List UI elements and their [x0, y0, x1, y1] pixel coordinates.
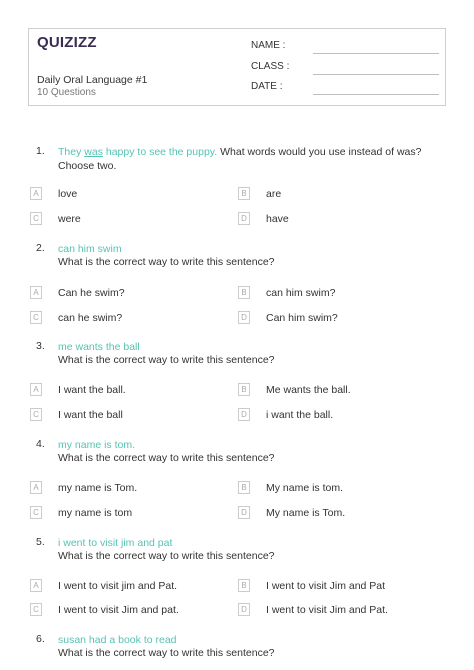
- question-text: What is the correct way to write this sentence?: [58, 647, 275, 659]
- question-sentence: susan had a book to read: [58, 634, 177, 646]
- question-sentence: my name is tom.: [58, 439, 136, 451]
- option-letter: D: [238, 311, 250, 324]
- option-letter: D: [238, 506, 250, 519]
- question-number: 2.: [36, 242, 45, 254]
- option-letter: A: [30, 579, 42, 592]
- question-sentence: can him swim: [58, 243, 122, 255]
- option-text: My name is Tom.: [266, 507, 346, 519]
- question-text: What is the correct way to write this sentence?: [58, 354, 275, 366]
- option-text: love: [58, 188, 78, 200]
- date-label: DATE :: [251, 81, 283, 92]
- option-text: I went to visit Jim and Pat: [266, 580, 386, 592]
- question-number: 1.: [36, 145, 45, 157]
- option-text: were: [58, 213, 81, 225]
- option-letter: C: [30, 506, 42, 519]
- question-prompt: [58, 145, 442, 173]
- option-letter: C: [30, 311, 42, 324]
- option-letter: A: [30, 481, 42, 494]
- option-letter: D: [238, 408, 250, 421]
- option-letter: B: [238, 187, 250, 200]
- question-number: 6.: [36, 633, 45, 645]
- date-field[interactable]: [251, 81, 439, 95]
- worksheet-header: [28, 28, 446, 106]
- option-letter: C: [30, 212, 42, 225]
- option-letter: A: [30, 187, 42, 200]
- class-field[interactable]: [251, 61, 439, 75]
- option-text: can he swim?: [58, 312, 123, 324]
- name-field[interactable]: [251, 40, 439, 54]
- option-letter: B: [238, 286, 250, 299]
- option-text: Can him swim?: [266, 312, 338, 324]
- question-number: 4.: [36, 438, 45, 450]
- question-text: What is the correct way to write this sentence?: [58, 256, 275, 268]
- quizizz-logo: QUIZIZZ: [37, 34, 97, 51]
- option-letter: A: [30, 286, 42, 299]
- option-text: have: [266, 213, 289, 225]
- option-text: my name is Tom.: [58, 482, 138, 494]
- prompt-teal-rest: happy to see the puppy.: [102, 146, 218, 158]
- option-letter: A: [30, 383, 42, 396]
- option-letter: B: [238, 481, 250, 494]
- option-text: My name is tom.: [266, 482, 344, 494]
- question-sentence: i went to visit jim and pat: [58, 537, 173, 549]
- option-letter: C: [30, 603, 42, 616]
- question-number: 3.: [36, 340, 45, 352]
- class-line: [313, 74, 439, 75]
- option-text: Can he swim?: [58, 287, 125, 299]
- date-line: [313, 94, 439, 95]
- option-letter: C: [30, 408, 42, 421]
- prompt-teal: They: [58, 146, 85, 158]
- option-text: I went to visit Jim and Pat.: [266, 604, 388, 616]
- option-text: are: [266, 188, 282, 200]
- option-text: Me wants the ball.: [266, 384, 351, 396]
- option-letter: D: [238, 603, 250, 616]
- option-text: I want the ball: [58, 409, 123, 421]
- option-text: i want the ball.: [266, 409, 334, 421]
- class-label: CLASS :: [251, 61, 290, 72]
- question-text: What is the correct way to write this sentence?: [58, 550, 275, 562]
- option-letter: D: [238, 212, 250, 225]
- prompt-instruction: What words would you use instead of was? Choose two.: [58, 146, 422, 172]
- name-label: NAME :: [251, 40, 286, 51]
- question-sentence: me wants the ball: [58, 341, 140, 353]
- option-text: my name is tom: [58, 507, 133, 519]
- option-letter: B: [238, 383, 250, 396]
- question-number: 5.: [36, 536, 45, 548]
- worksheet-title: Daily Oral Language #1: [37, 74, 148, 86]
- option-text: I went to visit Jim and pat.: [58, 604, 179, 616]
- option-letter: B: [238, 579, 250, 592]
- prompt-underlined-word: was: [84, 146, 103, 158]
- question-text: What is the correct way to write this sentence?: [58, 452, 275, 464]
- question-count: 10 Questions: [37, 87, 96, 98]
- option-text: can him swim?: [266, 287, 336, 299]
- option-text: I went to visit jim and Pat.: [58, 580, 178, 592]
- option-text: I want the ball.: [58, 384, 126, 396]
- name-line: [313, 53, 439, 54]
